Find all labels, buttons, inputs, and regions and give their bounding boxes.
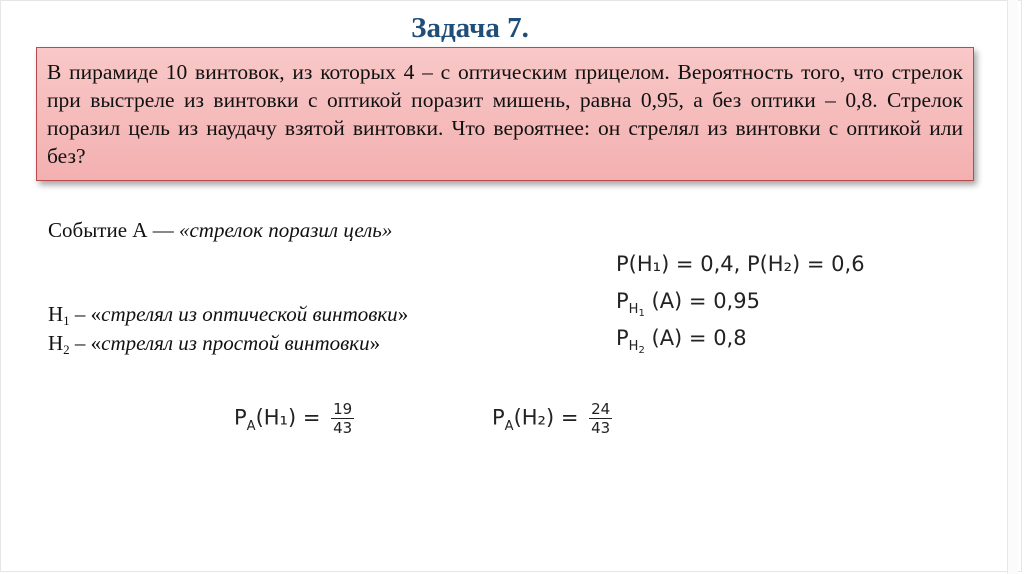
slide-edge-strip	[1007, 0, 1018, 574]
formula-subscript: H	[628, 302, 639, 317]
conditional-probability-h1	[616, 289, 760, 319]
posterior-probability-h1	[234, 400, 354, 437]
formula-argument: (H₂) =	[513, 405, 579, 430]
prior-probabilities-formula: P(H₁) = 0,4, P(H₂) = 0,6	[616, 252, 865, 276]
formula-subscript: A	[504, 418, 514, 434]
hypothesis-index: 1	[63, 313, 70, 328]
fraction-24-43	[589, 400, 612, 437]
event-prefix: Событие А —	[48, 218, 179, 242]
fraction-19-43	[331, 400, 354, 437]
formula-symbol: P	[616, 289, 629, 313]
hypothesis-dash: – «	[69, 331, 102, 355]
formula-subscript: A	[246, 418, 256, 434]
hypothesis-close: »	[369, 331, 381, 355]
hypothesis-2	[48, 331, 380, 358]
formula-value: (A) = 0,95	[644, 289, 760, 313]
hypothesis-symbol: H	[48, 302, 64, 326]
problem-statement-box	[36, 47, 974, 181]
fraction-numerator: 19	[333, 400, 353, 418]
formula-subsubscript: 1	[638, 308, 645, 319]
hypothesis-close: »	[397, 302, 409, 326]
hypothesis-symbol: H	[48, 331, 64, 355]
hypothesis-index: 2	[63, 342, 70, 357]
posterior-probability-h2	[492, 400, 612, 437]
fraction-denominator: 43	[333, 419, 353, 437]
formula-subscript: H	[628, 339, 639, 354]
event-text: «стрелок поразил цель»	[178, 218, 393, 242]
fraction-denominator: 43	[591, 419, 611, 437]
fraction-numerator: 24	[591, 400, 611, 418]
hypothesis-text: стрелял из простой винтовки	[101, 331, 370, 355]
formula-value: (A) = 0,8	[644, 326, 747, 350]
conditional-probability-h2	[616, 326, 747, 356]
formula-symbol: P	[234, 405, 247, 430]
hypothesis-text: стрелял из оптической винтовки	[101, 302, 398, 326]
event-definition	[48, 218, 392, 243]
formula-symbol: P	[616, 326, 629, 350]
formula-symbol: P	[492, 405, 505, 430]
problem-text: В пирамиде 10 винтовок, из которых 4 – с оптическим прицелом. Вероятность того, что стрелок при выстреле из винтовки с оптикой поразит мишень, равна 0,95, а без оптики – 0,8. Стрелок поразил цель из наудачу взятой винтовки. Что вероятнее: он стрелял из винтовки с оптикой или без?	[47, 60, 963, 168]
slide-title: Задача 7.	[411, 12, 529, 44]
hypothesis-1	[48, 302, 408, 329]
formula-argument: (H₁) =	[255, 405, 321, 430]
hypothesis-dash: – «	[69, 302, 102, 326]
formula-subsubscript: 2	[638, 345, 645, 356]
